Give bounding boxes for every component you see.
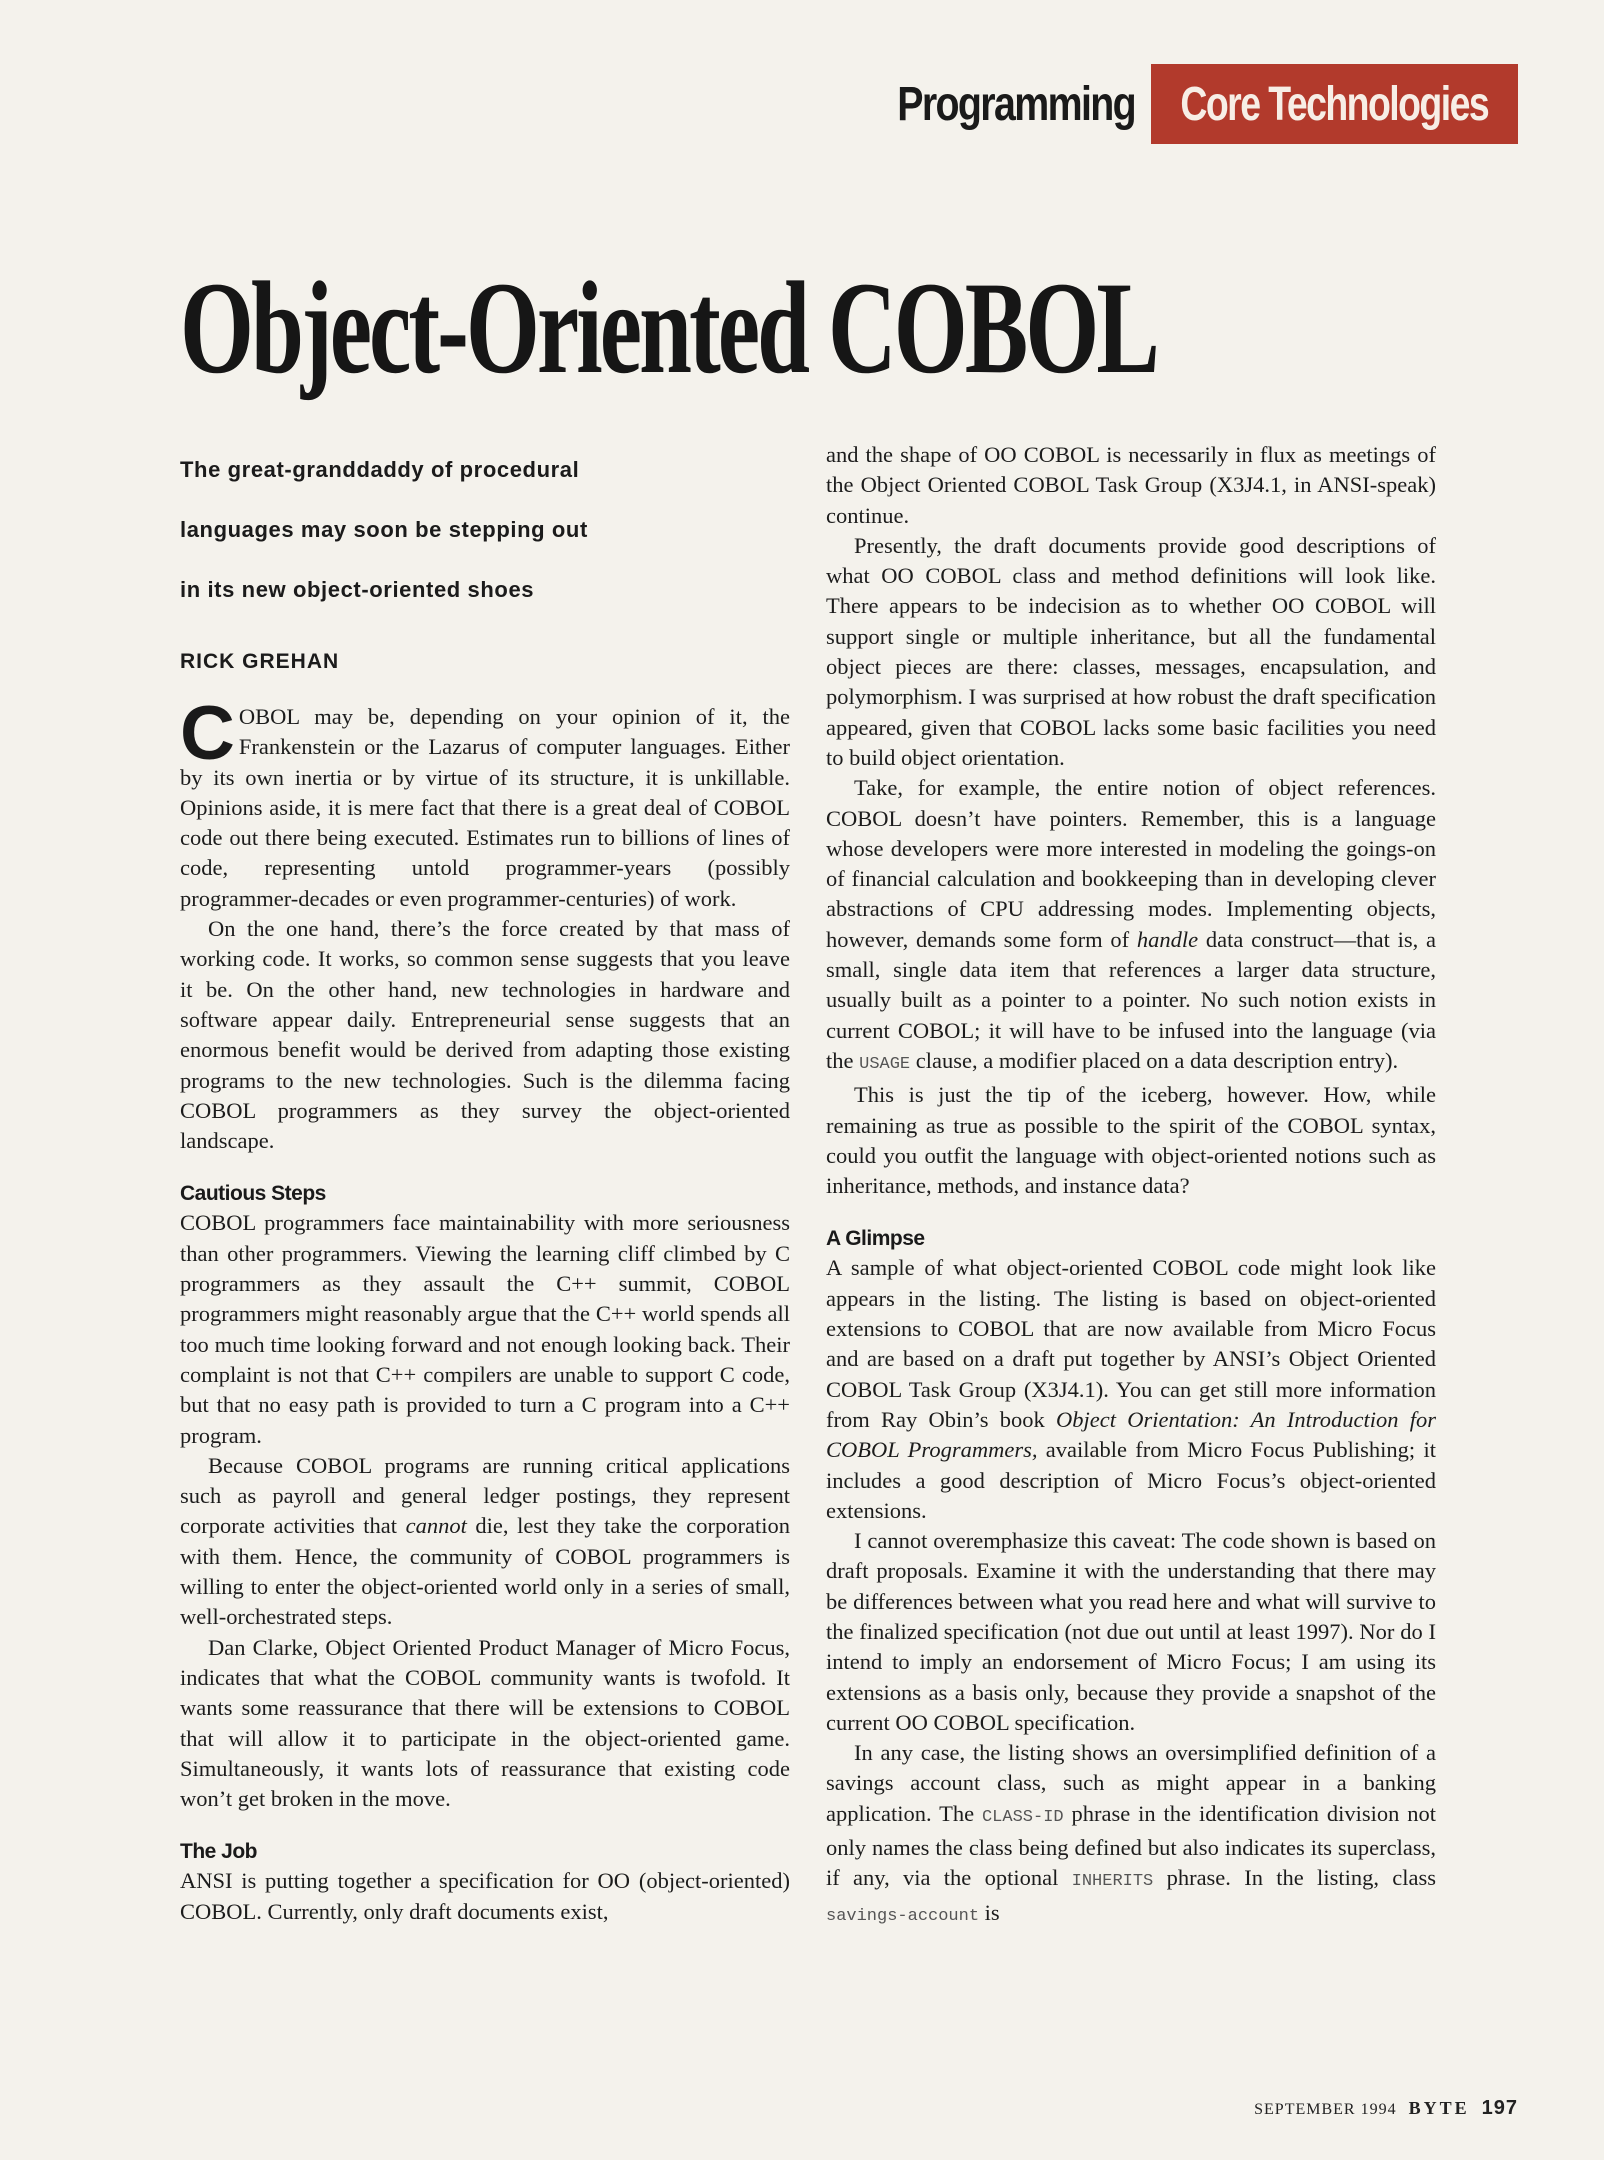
subhead-cautious-steps: Cautious Steps xyxy=(180,1182,326,1206)
subhead-the-job: The Job xyxy=(180,1840,258,1864)
deck-line: languages may soon be stepping out xyxy=(180,517,588,542)
body-paragraph: Presently, the draft documents provide good descriptions of what OO COBOL class and method definitions will look like. There appears to be indecision as to whether OO COBOL will support single or multiple inheritance, but all the fundamental object pieces are there: classes, messages, encapsulation, and polymorphism. I was surprised at how robust the draft specification appeared, given that COBOL lacks some basic facilities you need to build object orientation. xyxy=(826,532,1436,770)
subhead-a-glimpse: A Glimpse xyxy=(826,1227,925,1251)
text-run: A sample of what object-oriented COBOL code might look like appears in the listing. The listing is based on object-oriented extensions to COBOL that are now available from Micro Focus and are based on a draft put together by ANSI’s Object Oriented COBOL Task Group (X3J4.1). You can get still more information from Ray Obin’s book xyxy=(826,1255,1436,1432)
code-inherits: INHERITS xyxy=(1071,1872,1154,1892)
page-number: 197 xyxy=(1481,2097,1518,2119)
body-paragraph: ANSI is putting together a specification for OO (object-oriented) COBOL. Currently, only draft documents exist, xyxy=(180,1868,790,1924)
text-run: phrase. In the listing, class xyxy=(1153,1865,1436,1891)
text-run: available from Micro Focus Publishing; it includes a good description of Micro Focus’s object-oriented extensions. xyxy=(826,1437,1436,1523)
body-paragraph xyxy=(180,1451,790,1633)
text-run: data construct—that is, a small, single data item that references a larger data structure, usually built as a pointer to a pointer. No such notion exists in current COBOL; it will have to be infused into the language (via the xyxy=(826,926,1436,1073)
intro-paragraph xyxy=(180,691,790,914)
issue-date: SEPTEMBER 1994 xyxy=(1254,2101,1397,2118)
section-label: Programming xyxy=(897,77,1136,131)
right-column xyxy=(826,440,1436,1932)
section-tag xyxy=(1151,64,1518,144)
code-savings-account: savings-account xyxy=(826,1906,980,1926)
body-paragraph: Dan Clarke, Object Oriented Product Manager of Micro Focus, indicates that what the COBOL community wants is twofold. It wants some reassurance that there will be extensions to COBOL that will allow it to participate in the object-oriented game. Simultaneously, it wants lots of reassurance that existing code won’t get broken in the move. xyxy=(180,1634,790,1812)
text-run: is xyxy=(979,1899,1000,1925)
body-paragraph: This is just the tip of the iceberg, however. How, while remaining as true as possible to the spirit of the COBOL syntax, could you outfit the language with object-oriented notions such as inheritance, methods, and instance data? xyxy=(826,1082,1436,1199)
body-paragraph xyxy=(826,1738,1436,1932)
book-title: Object Orientation: An Introduction for COBOL Programmers, xyxy=(826,1406,1436,1463)
text-run: phrase in the identification division not only names the class being defined but also indicates its superclass, if any, via the optional xyxy=(826,1800,1436,1891)
text-run: Because COBOL programs are running critical applications such as payroll and general ledger postings, they represent corporate activities that xyxy=(180,1452,790,1539)
page-footer xyxy=(1254,2097,1518,2120)
code-class-id: CLASS-ID xyxy=(981,1807,1064,1827)
left-column xyxy=(180,440,790,1927)
article-title: Object-Oriented COBOL xyxy=(180,254,1157,401)
article-deck xyxy=(180,440,790,620)
body-paragraph: COBOL programmers face maintainability with more seriousness than other programmers. Viewing the learning cliff climbed by C programmers as they assault the C++ summit, COBOL programmers might reasonably argue that the C++ world spends all too much time looking forward and not enough looking back. Their complaint is not that C++ compilers are unable to support C code, but that no easy path is provided to turn a C program into a C++ program. xyxy=(180,1210,790,1448)
section-header xyxy=(845,64,1518,144)
drop-cap: C xyxy=(180,691,235,776)
byline: RICK GREHAN xyxy=(180,650,340,673)
code-usage: USAGE xyxy=(859,1054,911,1074)
deck-line: in its new object-oriented shoes xyxy=(180,577,535,602)
emphasis: cannot xyxy=(405,1513,467,1539)
intro-text: OBOL may be, depending on your opinion of it, the Frankenstein or the Lazarus of computer languages. Either by its own inertia or by virtue of its structure, it is unkillable. Opinions aside, it is mere fact that there is a great deal of COBOL code out there being executed. Estimates run to billions of lines of code, representing untold programmer-years (possibly programmer-decades or even programmer-centuries) of work. xyxy=(180,704,790,911)
text-run: In any case, the listing shows an oversimplified definition of a savings account class, such as might appear in a banking application. The xyxy=(826,1740,1436,1826)
text-run: clause, a modifier placed on a data description entry). xyxy=(910,1047,1399,1073)
body-paragraph: On the one hand, there’s the force created by that mass of working code. It works, so common sense suggests that you leave it be. On the other hand, new technologies in hardware and software appear daily. Entrepreneurial sense suggests that an enormous benefit would be derived from adapting those existing programs to the new technologies. Such is the dilemma facing COBOL programmers as they survey the object-oriented landscape. xyxy=(180,916,790,1154)
deck-line: The great-granddaddy of procedural xyxy=(180,457,580,482)
text-run: Take, for example, the entire notion of object references. COBOL doesn’t have pointers. Remember, this is a language whose developers were more interested in modeling the goings-on of financial calculation and bookkeeping than in developing clever abstractions of CPU addressing modes. Implementing objects, however, demands some form of xyxy=(826,775,1436,952)
section-tag-text: Core Technologies xyxy=(1180,77,1489,131)
emphasis: handle xyxy=(1136,926,1199,952)
text-run: die, lest they take the corporation with them. Hence, the community of COBOL programmers is willing to enter the object-oriented world only in a series of small, well-orchestrated steps. xyxy=(180,1513,790,1630)
body-paragraph: and the shape of OO COBOL is necessarily in flux as meetings of the Object Oriented COBOL Task Group (X3J4.1, in ANSI-speak) continue. xyxy=(826,442,1436,528)
body-paragraph: I cannot overemphasize this caveat: The code shown is based on draft proposals. Examine it with the understanding that there may be differences between what you read here and what will survive to the finalized specification (not due out until at least 1997). Nor do I intend to imply an endorsement of Micro Focus; I am using its extensions as a basis only, because they provide a snapshot of the current OO COBOL specification. xyxy=(826,1528,1436,1735)
body-paragraph xyxy=(826,773,1436,1080)
body-paragraph xyxy=(826,1253,1436,1526)
magazine-name: BYTE xyxy=(1408,2098,1470,2118)
